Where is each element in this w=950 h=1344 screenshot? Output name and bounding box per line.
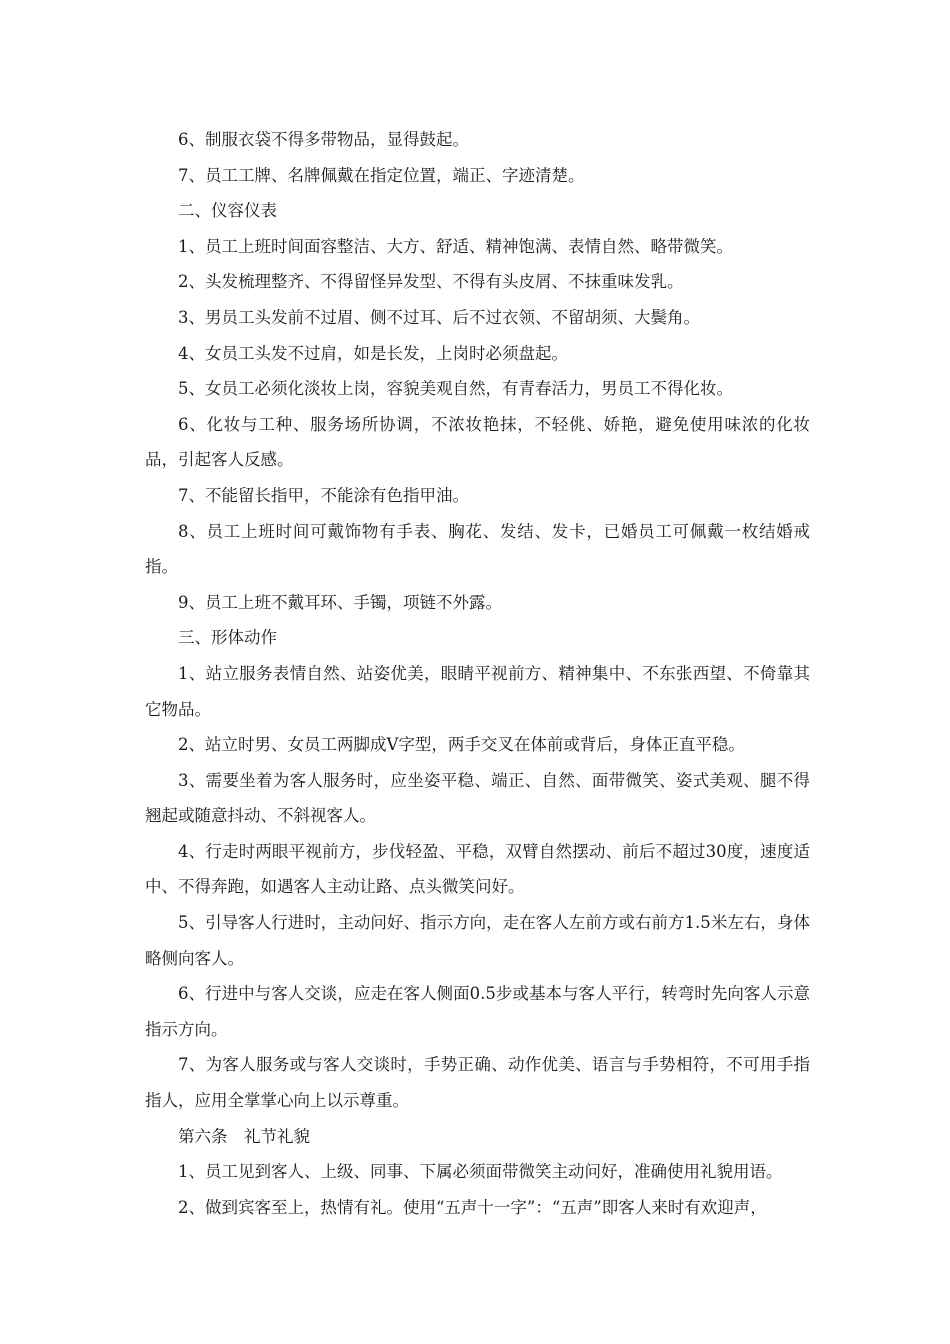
paragraph: 7、为客人服务或与客人交谈时，手势正确、动作优美、语言与手势相符，不可用手指指人，应用全掌掌心向上以示尊重。 xyxy=(145,1055,810,1111)
paragraph: 2、头发梳理整齐、不得留怪异发型、不得有头皮屑、不抹重味发乳。 xyxy=(178,272,684,292)
paragraph: 1、站立服务表情自然、站姿优美，眼睛平视前方、精神集中、不东张西望、不倚靠其它物品。 xyxy=(145,663,810,719)
section-heading: 二、仪容仪表 xyxy=(178,201,277,221)
paragraph: 8、员工上班时间可戴饰物有手表、胸花、发结、发卡，已婚员工可佩戴一枚结婚戒指。 xyxy=(145,521,810,577)
paragraph: 6、制服衣袋不得多带物品，显得鼓起。 xyxy=(178,130,469,149)
paragraph: 4、行走时两眼平视前方，步伐轻盈、平稳，双臂自然摆动、前后不超过30度，速度适中、不得奔跑，如遇客人主动让路、点头微笑问好。 xyxy=(145,841,810,897)
document-body xyxy=(145,122,810,1225)
paragraph: 4、女员工头发不过肩，如是长发，上岗时必须盘起。 xyxy=(178,343,568,363)
paragraph: 7、员工工牌、名牌佩戴在指定位置，端正、字迹清楚。 xyxy=(178,165,585,185)
paragraph: 5、女员工必须化淡妆上岗，容貌美观自然，有青春活力，男员工不得化妆。 xyxy=(178,379,733,399)
paragraph: 6、行进中与客人交谈，应走在客人侧面0.5步或基本与客人平行，转弯时先向客人示意指示方向。 xyxy=(145,984,810,1039)
paragraph: 1、员工见到客人、上级、同事、下属必须面带微笑主动问好，准确使用礼貌用语。 xyxy=(178,1162,783,1182)
paragraph: 1、员工上班时间面容整洁、大方、舒适、精神饱满、表情自然、略带微笑。 xyxy=(178,236,733,256)
paragraph: 2、做到宾客至上，热情有礼。使用“五声十一字”：“五声”即客人来时有欢迎声， xyxy=(178,1197,767,1217)
paragraph: 7、不能留长指甲，不能涂有色指甲油。 xyxy=(178,485,469,505)
paragraph: 3、需要坐着为客人服务时，应坐姿平稳、端正、自然、面带微笑、姿式美观、腿不得翘起或随意抖动、不斜视客人。 xyxy=(145,770,810,826)
paragraph: 9、员工上班不戴耳环、手镯，项链不外露。 xyxy=(178,592,502,612)
paragraph: 5、引导客人行进时，主动问好、指示方向，走在客人左前方或右前方1.5米左右，身体略侧向客人。 xyxy=(145,913,810,968)
paragraph: 3、男员工头发前不过眉、侧不过耳、后不过衣领、不留胡须、大鬓角。 xyxy=(178,307,700,327)
section-heading: 三、形体动作 xyxy=(178,628,277,648)
paragraph: 2、站立时男、女员工两脚成Ⅴ字型，两手交叉在体前或背后，身体正直平稳。 xyxy=(178,735,745,755)
paragraph: 6、化妆与工种、服务场所协调，不浓妆艳抹，不轻佻、娇艳，避免使用味浓的化妆品，引起客人反感。 xyxy=(145,414,810,470)
article-heading: 第六条 礼节礼貌 xyxy=(178,1126,310,1146)
